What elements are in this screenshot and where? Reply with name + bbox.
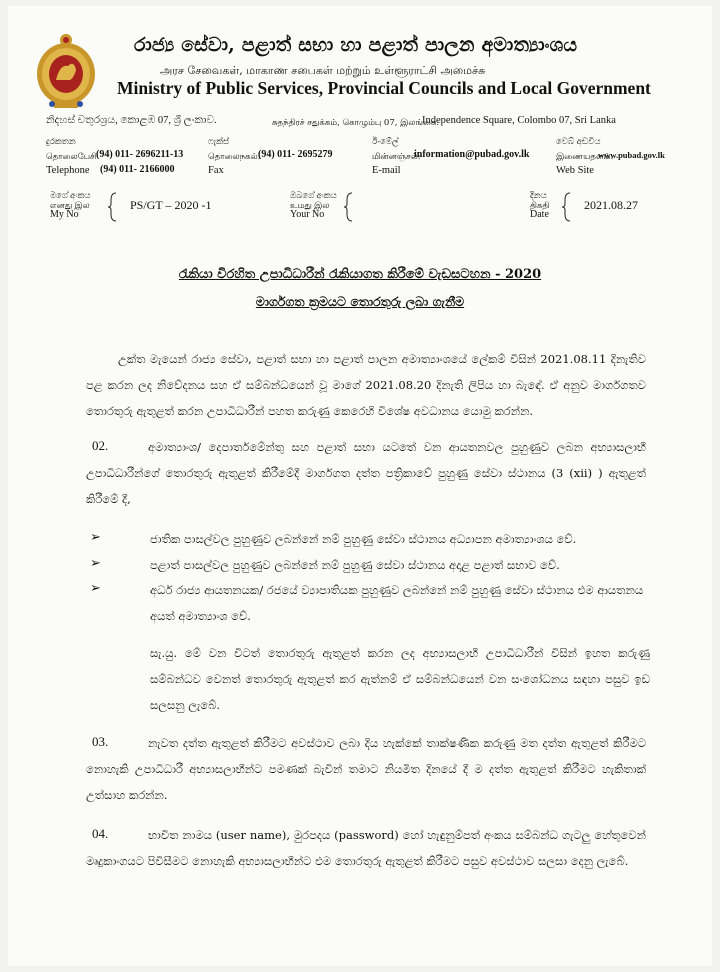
subject-subtitle: මාර්ගගත ක්‍රමයට තොරතුරු ලබා ගැනීම — [255, 294, 465, 309]
bullet-item-3: අර්ධ රාජ්‍ය ආයතනයක/ රජයේ ව්‍යාපාතියක පුහුණුව ලබන්නේ නම් පුහුණු සේවා ස්ථානය එම ආයතනය අයත් අමාත්‍යාංශ වේ. — [150, 583, 644, 623]
brace-icon — [344, 192, 354, 222]
my-no-label — [50, 190, 91, 220]
web-label-english: Web Site — [556, 165, 594, 176]
arrow-bullet-icon: ➢ — [90, 556, 101, 571]
paragraph-3: නැවත දත්ත ඇතුළත් කිරීමට අවස්ථාව ලබා දිය හැක්කේ තාක්ෂණික කරුණු මත දත්ත ඇතුළත් කිරීමට නොහැකි උපාධිධාරී අභ්‍යාසලාභීන්ට පමණක් බැවින් තමාට නියමිත දිනයේ දී ම දත්ත ඇතුළත් කිරීමට හැකිතාක් උත්සාහ කරන්න. — [86, 736, 646, 802]
email-label-english: E-mail — [372, 165, 401, 176]
my-no-label-sinhala: මගේ අංකය — [50, 190, 91, 200]
date-label-sinhala: දිනය — [530, 190, 547, 200]
email-address[interactable]: information@pubad.gov.lk — [414, 149, 530, 160]
phone-number-2: (94) 011- 2166000 — [100, 164, 175, 175]
address-english: Independence Square, Colombo 07, Sri Lanka — [422, 115, 616, 126]
date-label-english: Date — [530, 209, 549, 220]
phone-label-tamil: தொலைபேசி — [46, 152, 97, 162]
phone-label-english: Telephone — [46, 165, 90, 176]
section-number-02: 02. — [92, 438, 109, 453]
fax-label-tamil: தொலைநகல்: — [208, 152, 261, 162]
web-label-tamil: இணையதளம்: — [556, 152, 614, 162]
arrow-bullet-icon: ➢ — [90, 581, 101, 596]
my-no-label-english: My No — [50, 209, 79, 220]
bullet-item-1: ජාතික පාසල්වල පුහුණුව ලබන්නේ නම් පුහුණු සේවා ස්ථානය අධ්‍යාපන අමාත්‍යාංශය වේ. — [150, 532, 577, 546]
fax-label-english: Fax — [208, 165, 224, 176]
ministry-title-sinhala: රාජ්‍ය සේවා, පළාත් සභා හා පළාත් පාලන අමාත්‍යාංශය — [134, 34, 578, 56]
fax-number: (94) 011- 2695279 — [258, 149, 333, 160]
your-no-label-english: Your No — [290, 209, 325, 220]
your-no-label — [290, 190, 337, 220]
my-no-value: PS/GT – 2020 -1 — [130, 198, 212, 212]
paragraph-1: උක්ත මැයෙන් රාජ්‍ය සේවා, පළාත් සභා හා පළාත් පාලන අමාත්‍යාංශයේ ලේකම් විසින් 2021.08.11 දිනැතිව පළ කරන ලද නිවේදනය සහ ඒ සම්බන්ධයෙන් වූ මාගේ 2021.08.20 දිනැති ලිපිය හා බැඳේ. ඒ අනුව මාර්ගගතව තොරතුරු ඇතුළත් කරන උපාධිධාරීන් පහත කරුණු කෙරෙහි විශේෂ අවධානය යොමු කරන්න. — [86, 352, 646, 418]
ministry-title-english: Ministry of Public Services, Provincial Councils and Local Government — [117, 78, 651, 98]
website-url[interactable]: www.pubad.gov.lk — [598, 150, 665, 160]
arrow-bullet-icon: ➢ — [90, 530, 101, 545]
subject-title: රැකියා විරහිත උපාධිධාරීන් රැකියාගත කිරීමේ වැඩසටහන - 2020 — [178, 267, 542, 282]
date-label — [530, 190, 549, 220]
date-label-tamil: திகதி — [530, 200, 550, 210]
fax-label-sinhala: ෆැක්ස් — [208, 137, 230, 147]
email-label-sinhala: ඊ-මේල් — [372, 137, 399, 147]
address-tamil: சுதந்திரச் சதுக்கம், கொழும்பு 07, இலங்கை. — [272, 118, 440, 128]
paragraph-2: අමාත්‍යාංශ/ දෙපාර්තමේන්තු සහ පළාත් සභා යටතේ වන ආයතනවල පුහුණුව ලබන අභ්‍යාසලාභී උපාධිධාරීන්ගේ තොරතුරු ඇතුළත් කිරීමේදී මාර්ගගත දත්ත පත්‍රිකාවේ පුහුණු සේවා ස්ථානය (3 (xii) ) ඇතුළත් කිරීමේ දී, — [86, 440, 646, 506]
section-number-04: 04. — [92, 826, 109, 841]
section-number-03: 03. — [92, 734, 109, 749]
address-sinhala: නිදහස් චතුරශ්‍රය, කොළඹ 07, ශ්‍රී ලංකාව. — [46, 115, 217, 126]
sri-lanka-emblem-icon — [34, 30, 98, 110]
brace-icon — [562, 192, 572, 222]
brace-icon — [108, 192, 118, 222]
phone-label-sinhala: දුරකතන — [46, 137, 76, 147]
your-no-label-tamil: உமது இல — [290, 200, 330, 210]
my-no-label-tamil: எனது இல — [50, 200, 90, 210]
note-paragraph: සැ.යු. මේ වන විටත් තොරතුරු ඇතුළත් කරන ලද අභ්‍යාසලාභී උපාධිධාරීන් විසින් ඉහත කරුණු සම්බන්ධව වෙනත් තොරතුරු ඇතුළත් කර ඇත්නම් ඒ සම්බන්ධයෙන් වන සංශෝධනය සඳහා පසුව ඉඩ සලසනු ලැබේ. — [150, 646, 650, 712]
web-label-sinhala: වෙබ් අඩවිය — [556, 137, 601, 147]
bullet-item-2: පළාත් පාසල්වල පුහුණුව ලබන්නේ නම් පුහුණු සේවා ස්ථානය අදාළ පළාත් සභාව වේ. — [150, 558, 560, 572]
paragraph-4: භාවිත නාමය (user name), මුරපදය (password) හෝ හැඳුනුම්පත් අංකය සම්බන්ධ ගැටලු හේතුවෙන් මෘදුකාංගයට පිවිසීමට නොහැකි අභ්‍යාසලාභීන්ට එම තොරතුරු ඇතුළත් කිරීමට පසුව අවස්ථාව සලසා දෙනු ලැබේ. — [86, 828, 646, 868]
your-no-label-sinhala: ඔබගේ අංකය — [290, 190, 337, 200]
ministry-title-tamil: அரச சேவைகள், மாகாண சபைகள் மற்றும் உள்ளூராட்சி அமைச்சு — [160, 64, 486, 77]
phone-number-1: (94) 011- 2696211-13 — [96, 149, 184, 160]
email-label-tamil: மின்னஞ்சல்: — [372, 152, 421, 162]
date-value: 2021.08.27 — [584, 198, 638, 212]
